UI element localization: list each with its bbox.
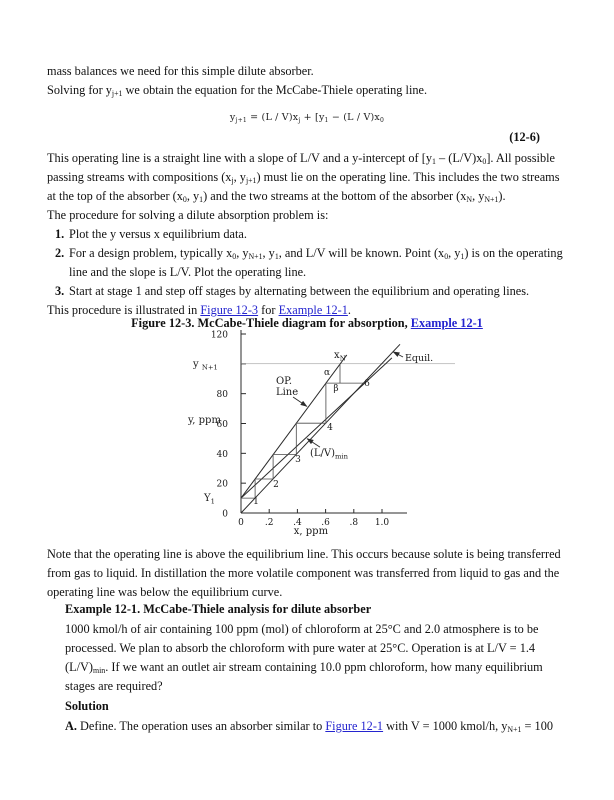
text-segment: Example 12-1. McCabe-Thiele analysis for dilute absorber xyxy=(65,602,372,616)
y-tick-label: 40 xyxy=(216,449,228,460)
text-segment: − (L / V)x xyxy=(328,112,380,123)
text-segment: Solving for y xyxy=(47,83,112,97)
text-segment: y xyxy=(229,112,236,123)
text-segment: Plot the y versus x equilibrium data. xyxy=(69,227,247,241)
text-segment: . xyxy=(347,303,351,317)
xlabel: x, ppm xyxy=(293,526,329,538)
text-segment: j xyxy=(231,176,234,186)
text-segment: 0 xyxy=(482,157,487,167)
x-tick-label: 0 xyxy=(238,518,244,528)
text-segment: = 100 xyxy=(521,719,553,733)
x-tick-label: .8 xyxy=(349,518,359,528)
y-tick-label: 20 xyxy=(216,479,228,490)
list-number: 3. xyxy=(55,284,65,298)
text-segment: 1 xyxy=(199,195,204,205)
equation-12-6 xyxy=(0,108,614,127)
x-tick-label: 1.0 xyxy=(374,518,390,528)
text-segment: min xyxy=(93,666,106,676)
text-segment: N+1 xyxy=(248,252,263,262)
stage-6: 6 xyxy=(364,379,370,390)
list-item-text xyxy=(69,246,563,279)
list-number: 2. xyxy=(55,246,65,260)
equil-arrow xyxy=(393,352,403,357)
op-label-2: Line xyxy=(275,387,299,399)
text-segment: N+1 xyxy=(484,195,499,205)
text-segment: ) must lie on the operating line. This includes the two streams at the top of the absorber (x xyxy=(47,170,560,203)
text-segment: for xyxy=(258,303,279,317)
text-segment: , y xyxy=(233,170,246,184)
x-tick-label: .6 xyxy=(321,518,330,528)
text-segment: j+1 xyxy=(245,176,257,186)
text-segment: (12-6) xyxy=(509,130,540,144)
y-tick-label: 120 xyxy=(210,330,228,341)
paragraph-note xyxy=(47,545,569,602)
text-segment: , y xyxy=(262,246,275,260)
equil-label: Equil. xyxy=(404,352,434,364)
stage-1: 1 xyxy=(253,497,259,508)
beta-label: β xyxy=(333,383,339,394)
text-segment: ). xyxy=(498,189,506,203)
list-number: 1. xyxy=(55,227,65,241)
xn-label: $x_N$ xyxy=(334,350,346,363)
text-segment: , y xyxy=(236,246,249,260)
y1-label: $Y_1$ xyxy=(204,493,215,506)
alpha-label: α xyxy=(323,368,331,379)
text-segment: j xyxy=(298,116,301,124)
lv-min-arrow xyxy=(307,439,320,448)
procedure-list xyxy=(55,225,567,301)
stage-2: 2 xyxy=(273,480,279,491)
x-tick-label: .2 xyxy=(264,518,274,528)
link-figure-12-3[interactable]: Figure 12-3 xyxy=(200,303,259,317)
text-segment: + [y xyxy=(300,112,325,123)
list-item-2 xyxy=(55,244,567,282)
ynp1-label: y $_{N+1}$ xyxy=(193,358,218,372)
text-segment: The procedure for solving a dilute absorption problem is: xyxy=(47,208,329,222)
list-item-1 xyxy=(55,225,567,244)
stage-3: 3 xyxy=(295,454,301,465)
text-segment: 1 xyxy=(431,157,436,167)
mccabe-thiele-diagram xyxy=(170,330,470,545)
text-segment: Figure 12-3. McCabe-Thiele diagram for absorption, xyxy=(131,316,411,330)
text-segment: . If we want an outlet air stream containing 10.0 ppm chloroform, how many equilibrium stages are required? xyxy=(65,660,543,693)
link-example-12-1-caption[interactable]: Example 12-1 xyxy=(410,316,483,330)
op-line-arrow xyxy=(293,397,307,407)
text-segment: with V = 1000 kmol/h, y xyxy=(383,719,508,733)
example-heading xyxy=(65,600,559,619)
paragraph-solving xyxy=(47,81,569,100)
list-item-text xyxy=(69,284,529,298)
text-segment: 0 xyxy=(444,252,449,262)
equation-number xyxy=(509,130,540,145)
text-segment: , y xyxy=(472,189,485,203)
text-segment: 1 xyxy=(274,252,279,262)
text-segment: For a design problem, typically x xyxy=(69,246,233,260)
lv-min-label: $(L/V)_{min}$ xyxy=(309,448,348,461)
y-tick-label: 60 xyxy=(216,419,228,430)
op-label-1: OP. xyxy=(275,375,293,387)
example-body xyxy=(65,620,559,696)
text-segment: Solution xyxy=(65,699,109,713)
text-segment: Start at stage 1 and step off stages by alternating between the equilibrium and operating lines. xyxy=(69,284,530,298)
stage-4: 4 xyxy=(327,423,333,434)
text-segment: mass balances we need for this simple dilute absorber. xyxy=(47,64,314,78)
figure-12-3 xyxy=(170,330,470,545)
text-segment: ]. All possible passing streams with compositions (x xyxy=(47,151,555,184)
paragraph-procedure-intro xyxy=(47,206,569,225)
text-segment: This operating line is a straight line with a slope of L/V and a y-intercept of [y xyxy=(47,151,432,165)
solution-label xyxy=(65,697,559,716)
text-segment: 0 xyxy=(182,195,187,205)
list-item-3 xyxy=(55,282,567,301)
text-segment: N+1 xyxy=(507,725,522,735)
text-segment: , and L/V will be known. Point (x xyxy=(278,246,445,260)
text-segment: 0 xyxy=(379,116,385,124)
text-segment: 1 xyxy=(324,116,329,124)
text-segment: Note that the operating line is above the equilibrium line. This occurs because solute is being transferred from gas to liquid. In distillation the more volatile component was transferred from liquid to gas and the operating line was below the equilibrium curve. xyxy=(47,547,561,599)
paragraph-mass-balances xyxy=(47,62,569,81)
text-segment: = (L / V)x xyxy=(246,112,299,123)
text-segment: A. xyxy=(65,719,77,733)
y-tick-label: 0 xyxy=(222,509,228,520)
text-segment: , y xyxy=(186,189,200,203)
text-segment: j+1 xyxy=(235,116,247,124)
equilibrium-line xyxy=(241,344,400,513)
text-segment: 1 xyxy=(460,252,465,262)
ylabel: y, ppm xyxy=(187,415,221,427)
solution-step-a xyxy=(65,717,587,736)
text-segment: Define. The operation uses an absorber similar to xyxy=(76,719,326,733)
link-example-12-1[interactable]: Example 12-1 xyxy=(278,303,348,317)
y-tick-label: 80 xyxy=(216,390,228,401)
list-item-text xyxy=(69,227,247,241)
text-segment: ) and the two streams at the bottom of the absorber (x xyxy=(203,189,467,203)
text-segment: j+1 xyxy=(111,89,123,99)
text-segment: This procedure is illustrated in xyxy=(47,303,201,317)
text-segment: ) is on the operating line and the slope is L/V. Plot the operating line. xyxy=(69,246,563,279)
text-segment: – (L/V)x xyxy=(435,151,483,165)
x-tick-label: .4 xyxy=(293,518,302,528)
text-segment: N xyxy=(466,195,473,205)
link-figure-12-1[interactable]: Figure 12-1 xyxy=(325,719,384,733)
paragraph-operating-line xyxy=(47,149,569,206)
text-segment: , y xyxy=(448,246,461,260)
text-segment: 0 xyxy=(232,252,237,262)
text-segment: we obtain the equation for the McCabe-Thiele operating line. xyxy=(122,83,428,97)
text-segment: 1000 kmol/h of air containing 100 ppm (mol) of chloroform at 25°C and 2.0 atmosphere is to be processed. We plan to absorb the chloroform with pure water at 25°C. Operation is at L/V = 1.4 (L/V) xyxy=(65,622,539,674)
